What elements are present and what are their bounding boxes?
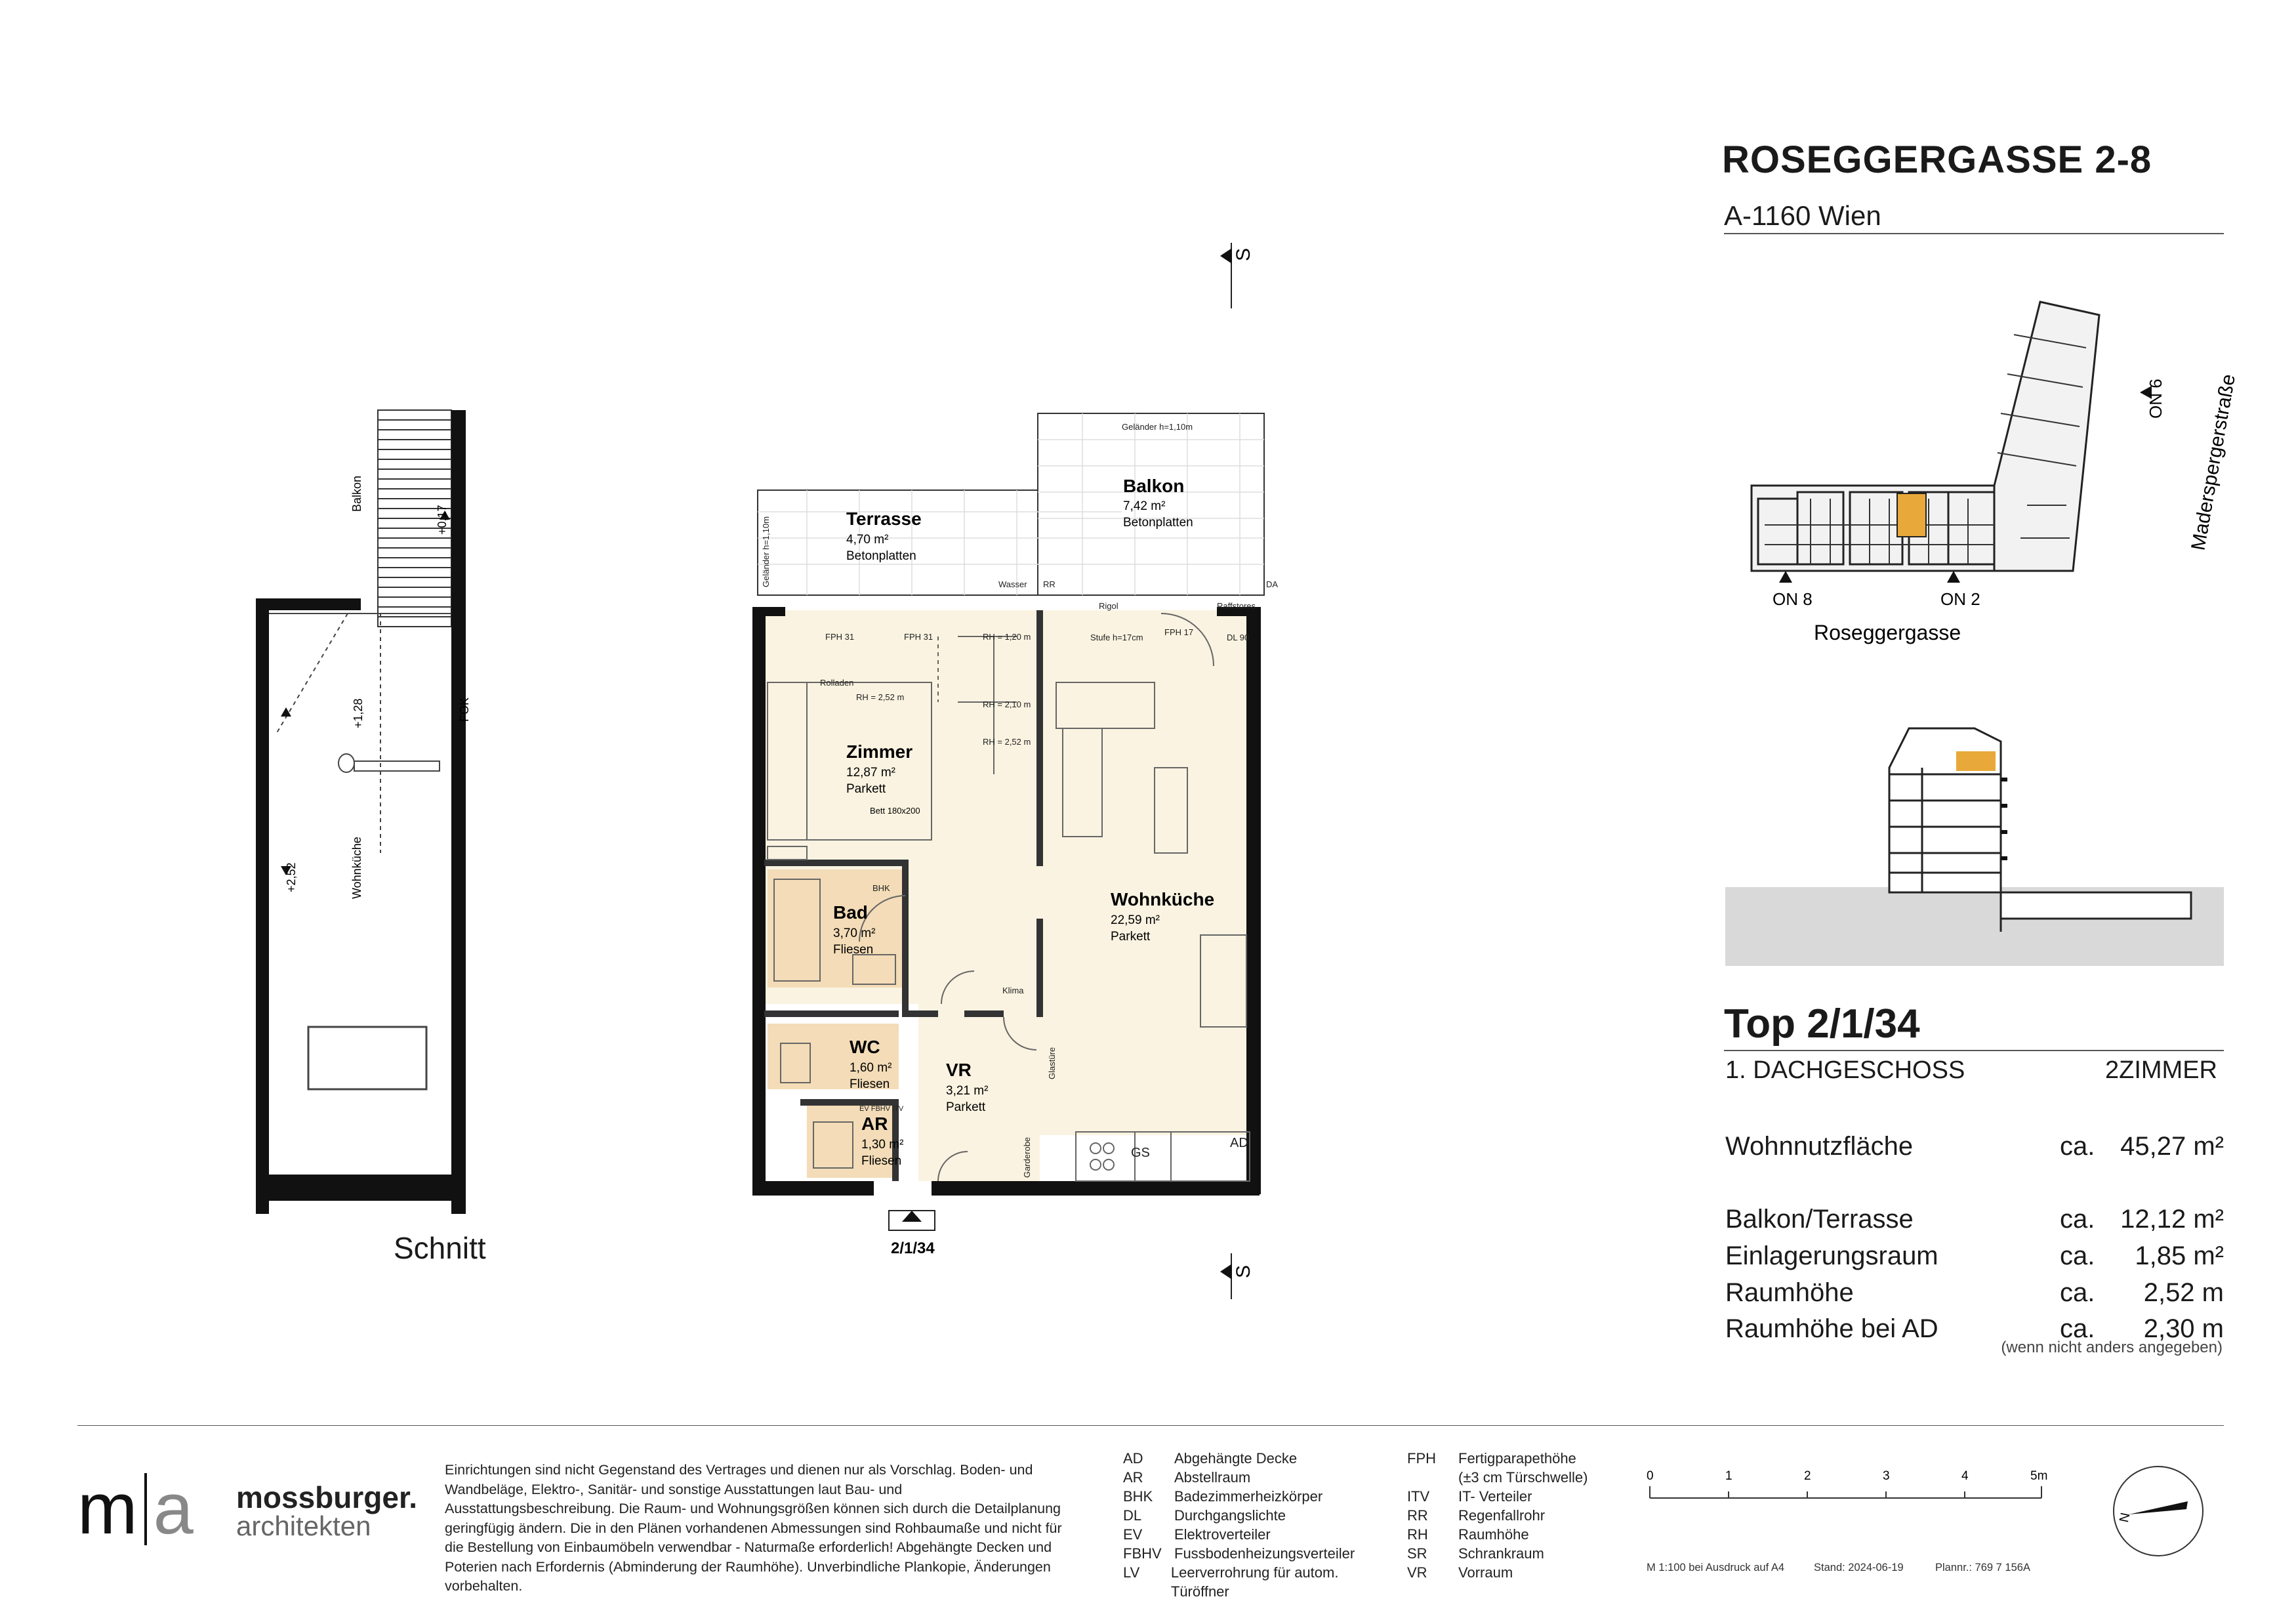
legend-row [1123, 1468, 1385, 1487]
legend-text: Fussbodenheizungsverteiler [1174, 1545, 1355, 1562]
legend-abbr: AR [1123, 1469, 1143, 1486]
note-bhk: BHK [872, 883, 890, 893]
entry-marker [902, 1211, 922, 1222]
wc-label: WC [850, 1037, 880, 1057]
legend-abbr: FPH [1407, 1450, 1436, 1467]
legend-abbr: AD [1123, 1450, 1143, 1467]
legend-text: Badezimmerheizkörper [1174, 1488, 1323, 1505]
ar-area-text: 1,30 m² [861, 1138, 904, 1152]
section-drawing [243, 394, 505, 1207]
area-label: Raumhöhe bei AD [1725, 1314, 1938, 1343]
legend-abbr: FBHV [1123, 1545, 1162, 1562]
north-arrow-icon [2129, 1501, 2188, 1514]
stand-date: Stand: 2024-06-19 [1814, 1562, 1904, 1573]
note-gelaender-top: Geländer h=1,10m [1122, 422, 1193, 432]
legend-row [1123, 1506, 1385, 1525]
scale-note: M 1:100 bei Ausdruck auf A4 [1647, 1562, 1785, 1573]
legend-abbr: RR [1407, 1507, 1428, 1524]
legend-row [1123, 1487, 1385, 1506]
legend-row [1123, 1563, 1385, 1601]
bad-label: Bad [833, 902, 868, 923]
legend-text: Vorraum [1458, 1564, 1513, 1581]
legend-row [1123, 1449, 1385, 1468]
note-gelaender-side: Geländer h=1,10m [761, 516, 771, 587]
wc-floor-text: Fliesen [850, 1077, 890, 1091]
highlighted-unit [1897, 493, 1926, 537]
legend-text: Abgehängte Decke [1174, 1450, 1298, 1467]
balkon-floor-text: Betonplatten [1123, 516, 1193, 530]
legend-text: Schrankraum [1458, 1545, 1544, 1562]
section-fok: FOK [458, 697, 471, 722]
legend-abbr: ITV [1407, 1488, 1430, 1505]
area-ca: ca. [2060, 1278, 2095, 1307]
wohnkueche-label: Wohnküche [1111, 889, 1215, 909]
legend-abbr: RH [1407, 1526, 1428, 1543]
legend-text: Leerverrohrung für autom. Türöffner [1170, 1564, 1339, 1600]
note-gs: GS [1131, 1146, 1150, 1160]
scale-tick: 3 [1883, 1469, 1890, 1483]
terrasse-area-text: 4,70 m² [846, 533, 889, 547]
wc-area-text: 1,60 m² [850, 1061, 892, 1075]
legend-row [1407, 1544, 1624, 1563]
footer-divider [77, 1425, 2224, 1426]
bad-area-text: 3,70 m² [833, 927, 876, 940]
scale-bar [1640, 1460, 2060, 1512]
floor-plan [741, 230, 1332, 1299]
zimmer-area-text: 12,87 m² [846, 766, 895, 780]
scale-tick: 0 [1647, 1469, 1654, 1483]
legend-text: Abstellraum [1174, 1469, 1251, 1486]
section-marker-bottom: S [1233, 1264, 1254, 1278]
note-wasser: Wasser [998, 579, 1027, 589]
legend-row [1123, 1525, 1385, 1544]
legend-row [1407, 1468, 1624, 1487]
legend-abbr: LV [1123, 1564, 1140, 1581]
unit-divider [1724, 1050, 2224, 1051]
legend-row [1407, 1487, 1624, 1506]
area-ca: ca. [2060, 1132, 2095, 1161]
note-rr: RR [1043, 579, 1056, 589]
legend-text: Fertigparapethöhe [1458, 1450, 1576, 1467]
vr-floor-text: Parkett [946, 1100, 986, 1114]
entrance-on2-marker [1947, 571, 1960, 583]
plan-number: Plannr.: 769 7 156A [1935, 1562, 2030, 1573]
area-value: 12,12 m² [2120, 1205, 2224, 1234]
ar-floor-text: Fliesen [861, 1154, 902, 1168]
legend-row [1407, 1506, 1624, 1525]
wohnkueche-floor [1040, 610, 1250, 1135]
note-raffstores: Raffstores [1217, 601, 1256, 611]
entrance-on6: ON 6 [2146, 379, 2165, 419]
vr-area-text: 3,21 m² [946, 1084, 989, 1098]
disclaimer: Einrichtungen sind nicht Gegenstand des Vertrages und dienen nur als Vorschlag. Boden- und Wandbeläge, Elektro-, Sanitär- und sonstige Ausstattungen laut Bau- und Ausstattungsbeschreibung. Die Raum- und Wohnungsgrößen können sich durch die Detailplanung geringfügig ändern. Die in den Plänen vorhandenen Abmessungen sind Rohbaumaße und nicht für die Bestellung von Einbaumöbeln verwendbar - Naturmaße erforderlich! Abgehängte Decken und Poterien nach Erfordernis (Abminderung der Raumhöhe). Unverbindliche Plankopie, Änderungen vorbehalten. [445, 1462, 1062, 1594]
terrasse-label: Terrasse [846, 509, 922, 529]
unit-floor: 1. DACHGESCHOSS [1725, 1056, 1965, 1084]
bad-floor-text: Fliesen [833, 943, 874, 957]
legend-abbr: EV [1123, 1526, 1143, 1543]
section-wohnkueche: Wohnküche [350, 837, 363, 899]
scale-tick: 1 [1725, 1469, 1732, 1483]
area-value: 2,52 m [2143, 1278, 2224, 1307]
balkon-area-text: 7,42 m² [1123, 499, 1166, 513]
scale-tick: 4 [1961, 1469, 1969, 1483]
street-right: Maderspergerstraße [2187, 372, 2240, 552]
logo-m: m [77, 1468, 138, 1549]
unit-tag: 2/1/34 [891, 1239, 935, 1257]
note-ev-fbhv: EV FBHV ITV [859, 1105, 904, 1113]
building-section-thumbnail [1725, 715, 2224, 965]
project-title: ROSEGGERGASSE 2-8 [1722, 138, 2152, 181]
legend-abbr: DL [1123, 1507, 1142, 1524]
note-rh252b: RH = 2,52 m [983, 737, 1031, 747]
section-plus128: +1,28 [352, 698, 365, 728]
north-label: N [2116, 1511, 2133, 1524]
header-divider [1724, 233, 2224, 234]
legend-right [1407, 1449, 1624, 1582]
north-arrow [2109, 1462, 2207, 1560]
note-klima: Klima [1002, 986, 1024, 995]
area-label: Balkon/Terrasse [1725, 1205, 1914, 1234]
section-marker-bottom-arrow [1220, 1264, 1232, 1280]
area-ca: ca. [2060, 1314, 2095, 1343]
street-bottom: Roseggergasse [1814, 621, 1961, 644]
section-balkon: Balkon [350, 475, 363, 512]
entrance-on8: ON 8 [1773, 589, 1813, 609]
area-ca: ca. [2060, 1241, 2095, 1270]
legend-row [1407, 1449, 1624, 1468]
unit-number: Top 2/1/34 [1724, 1001, 1920, 1047]
area-label: Raumhöhe [1725, 1278, 1854, 1307]
brand-name: mossburger. [236, 1480, 418, 1514]
project-address: A-1160 Wien [1724, 200, 1881, 231]
legend-text: (±3 cm Türschwelle) [1458, 1469, 1588, 1486]
area-value: 1,85 m² [2135, 1241, 2224, 1270]
legend-abbr [1407, 1468, 1458, 1487]
brand-subtitle: architekten [236, 1510, 371, 1541]
note-rh120: RH = 1,20 m [983, 632, 1031, 642]
balkon-label: Balkon [1123, 476, 1185, 496]
vr-label: VR [946, 1060, 972, 1080]
legend-text: Elektroverteiler [1174, 1526, 1271, 1543]
section-plus252: +2,52 [285, 862, 298, 892]
section-plus017: +0,17 [436, 505, 449, 535]
note-fph17: FPH 17 [1164, 627, 1194, 637]
wohnkueche-floor-text: Parkett [1111, 930, 1151, 944]
scale-tick: 2 [1804, 1469, 1811, 1483]
note-garderobe: Garderobe [1022, 1136, 1032, 1178]
note-rh210: RH = 2,10 m [983, 699, 1031, 709]
zimmer-bed-text: Bett 180x200 [870, 806, 920, 816]
note-rigol: Rigol [1099, 601, 1118, 611]
legend-abbr: BHK [1123, 1488, 1153, 1505]
area-value: 2,30 m [2143, 1314, 2224, 1343]
legend-abbr: SR [1407, 1545, 1427, 1562]
ar-label: AR [861, 1114, 888, 1134]
logo-a: a [153, 1468, 194, 1549]
area-ca: ca. [2060, 1205, 2095, 1234]
area-value: 45,27 m² [2120, 1132, 2224, 1161]
unit-rooms: 2ZIMMER [2105, 1056, 2217, 1084]
section-marker-top-arrow [1220, 248, 1232, 264]
note-dl90: DL 90 [1227, 633, 1250, 642]
legend-text: Regenfallrohr [1458, 1507, 1546, 1524]
zimmer-label: Zimmer [846, 741, 913, 762]
note-fph31a: FPH 31 [825, 632, 855, 642]
legend-text: Durchgangslichte [1174, 1507, 1286, 1524]
legend-row [1407, 1563, 1624, 1582]
wohnkueche-area-text: 22,59 m² [1111, 913, 1160, 927]
kitchen-counter [1076, 1132, 1250, 1181]
legend-row [1123, 1544, 1385, 1563]
legend-left [1123, 1449, 1385, 1601]
note-glastuere: Glastüre [1047, 1047, 1057, 1079]
note-rolladen: Rolladen [820, 678, 854, 688]
entrance-on8-marker [1779, 571, 1792, 583]
note-rh252a: RH = 2,52 m [856, 692, 905, 702]
area-label: Wohnnutzfläche [1725, 1132, 1914, 1161]
legend-row [1407, 1525, 1624, 1544]
scale-tick: 5m [2030, 1469, 2048, 1483]
section-label: Schnitt [394, 1231, 486, 1265]
terrasse-floor-text: Betonplatten [846, 549, 916, 563]
note-stufe: Stufe h=17cm [1090, 633, 1143, 642]
legend-text: Raumhöhe [1458, 1526, 1529, 1543]
area-note: (wenn nicht anders angegeben) [2001, 1339, 2223, 1356]
legend-abbr: VR [1407, 1564, 1427, 1581]
section-highlighted-unit [1956, 751, 1996, 771]
entrance-on2: ON 2 [1940, 589, 1980, 609]
area-label: Einlagerungsraum [1725, 1241, 1938, 1270]
legend-text: IT- Verteiler [1458, 1488, 1532, 1505]
section-marker-top: S [1233, 247, 1254, 261]
brand-logo [77, 1468, 194, 1549]
note-da: DA [1266, 579, 1279, 589]
site-plan [1732, 289, 2240, 656]
note-fph31b: FPH 31 [904, 632, 933, 642]
zimmer-floor-text: Parkett [846, 782, 886, 796]
note-ad: AD [1230, 1136, 1248, 1150]
